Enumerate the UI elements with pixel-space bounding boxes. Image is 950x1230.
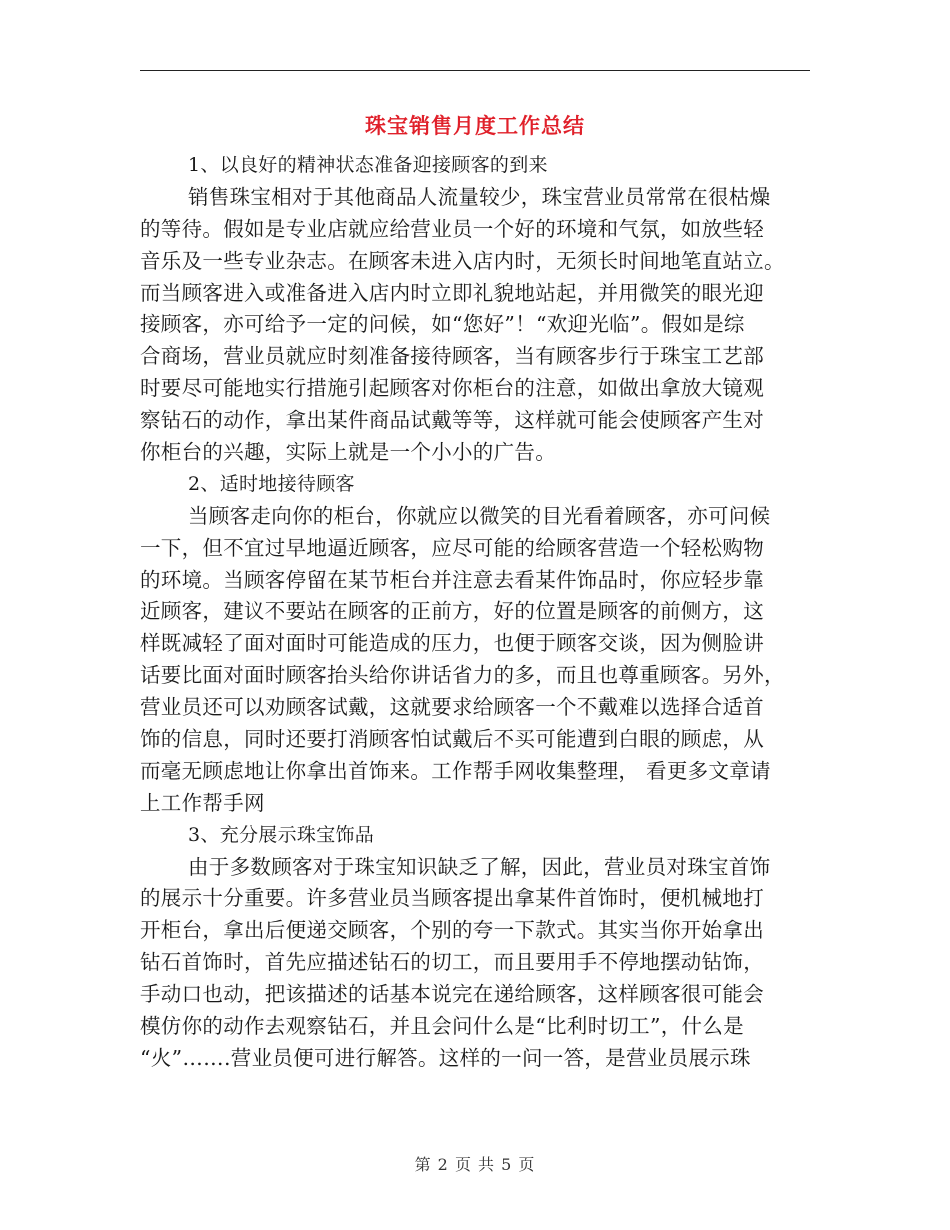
paragraph-line: 接顾客，亦可给予一定的问候，如“您好”！“欢迎光临”。假如是综 — [140, 312, 745, 337]
paragraph-line: 你柜台的兴趣，实际上就是一个小小的广告。 — [140, 440, 556, 465]
paragraph-line: 的环境。当顾客停留在某节柜台并注意去看某件饰品时，你应轻步靠 — [140, 567, 764, 592]
paragraph-line: 的展示十分重要。许多营业员当顾客提出拿某件首饰时，便机械地打 — [140, 886, 764, 911]
document-body — [140, 150, 810, 1075]
paragraph-line: 一下，但不宜过早地逼近顾客，应尽可能的给顾客营造一个轻松购物 — [140, 535, 764, 560]
paragraph-line: 合商场，营业员就应时刻准备接待顾客，当有顾客步行于珠宝工艺部 — [140, 344, 764, 369]
paragraph-line: 由于多数顾客对于珠宝知识缺乏了解，因此，营业员对珠宝首饰 — [188, 854, 771, 879]
section-heading-3: 3、充分展示珠宝饰品 — [188, 823, 375, 846]
paragraph-line: 而当顾客进入或准备进入店内时立即礼貌地站起，并用微笑的眼光迎 — [140, 280, 764, 305]
section-heading-2: 2、适时地接待顾客 — [188, 472, 355, 495]
paragraph-line: 上工作帮手网 — [140, 790, 265, 815]
paragraph-line: 近顾客，建议不要站在顾客的正前方，好的位置是顾客的前侧方，这 — [140, 599, 764, 624]
section-heading-1: 1、以良好的精神状态准备迎接顾客的到来 — [188, 154, 548, 176]
paragraph-line: 模仿你的动作去观察钻石，并且会问什么是“比利时切工”，什么是 — [140, 1014, 744, 1039]
document-title: 珠宝销售月度工作总结 — [365, 114, 585, 138]
paragraph-line: 营业员还可以劝顾客试戴，这就要求给顾客一个不戴难以选择合适首 — [140, 695, 764, 720]
paragraph-line: 察钻石的动作，拿出某件商品试戴等等，这样就可能会使顾客产生对 — [140, 408, 764, 433]
paragraph-line: 样既减轻了面对面时可能造成的压力，也便于顾客交谈，因为侧脸讲 — [140, 631, 764, 656]
paragraph-line: 手动口也动，把该描述的话基本说完在递给顾客，这样顾客很可能会 — [140, 982, 764, 1007]
paragraph-line: 而毫无顾虑地让你拿出首饰来。工作帮手网收集整理， 看更多文章请 — [140, 758, 771, 783]
paragraph-line: 开柜台，拿出后便递交顾客，个别的夸一下款式。其实当你开始拿出 — [140, 918, 764, 943]
paragraph-line: 时要尽可能地实行措施引起顾客对你柜台的注意，如做出拿放大镜观 — [140, 376, 764, 401]
paragraph-line: “火”…….营业员便可进行解答。这样的一问一答，是营业员展示珠 — [140, 1045, 751, 1070]
header-rule — [140, 70, 810, 71]
paragraph-line: 音乐及一些专业杂志。在顾客未进入店内时，无须长时间地笔直站立。 — [140, 248, 785, 273]
paragraph-line: 的等待。假如是专业店就应给营业员一个好的环境和气氛，如放些轻 — [140, 216, 764, 241]
paragraph-line: 饰的信息，同时还要打消顾客怕试戴后不买可能遭到白眼的顾虑，从 — [140, 727, 764, 752]
paragraph-line: 当顾客走向你的柜台，你就应以微笑的目光看着顾客，亦可问候 — [188, 503, 771, 528]
paragraph-line: 钻石首饰时，首先应描述钻石的切工，而且要用手不停地摆动钻饰， — [140, 950, 764, 975]
paragraph-line: 销售珠宝相对于其他商品人流量较少，珠宝营业员常常在很枯燥 — [188, 184, 771, 209]
paragraph-line: 话要比面对面时顾客抬头给你讲话省力的多，而且也尊重顾客。另外， — [140, 663, 785, 688]
page-footer: 第 2 页 共 5 页 — [414, 1155, 536, 1174]
